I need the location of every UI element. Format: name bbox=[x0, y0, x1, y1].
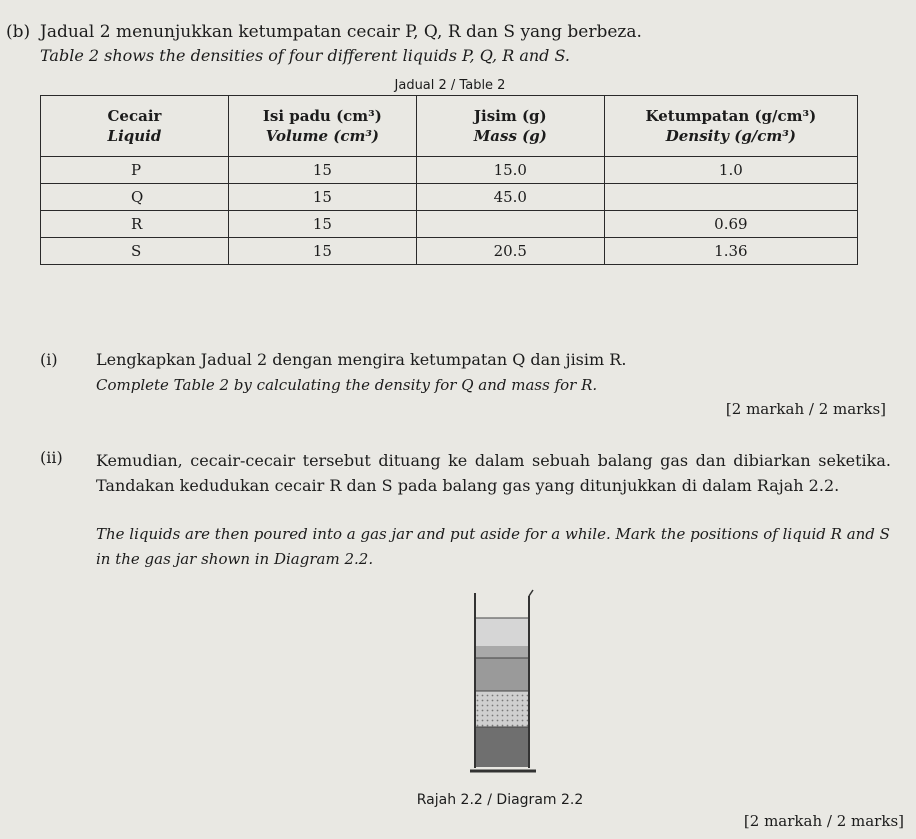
header-liquid bbox=[41, 96, 229, 157]
gas-jar-diagram[interactable] bbox=[470, 588, 560, 778]
question-1-marks: [2 markah / 2 marks] bbox=[725, 400, 886, 418]
question-2-marks: [2 markah / 2 marks] bbox=[743, 812, 904, 830]
header-density-en: Density (g/cm³) bbox=[665, 127, 796, 145]
part-label: (b) bbox=[6, 22, 31, 42]
header-density-ms: Ketumpatan (g/cm³) bbox=[645, 107, 817, 125]
table-row bbox=[41, 238, 858, 265]
diagram-caption: Rajah 2.2 / Diagram 2.2 bbox=[416, 792, 584, 808]
question-1-number: (i) bbox=[40, 350, 58, 369]
cell-mass: 20.5 bbox=[416, 238, 604, 265]
cell-density: 1.36 bbox=[604, 238, 857, 265]
header-mass-en: Mass (g) bbox=[473, 127, 547, 145]
liquid-layer-4 bbox=[476, 691, 528, 727]
header-liquid-ms: Cecair bbox=[107, 107, 162, 125]
liquid-layer-bottom bbox=[476, 727, 528, 767]
header-volume-en: Volume (cm³) bbox=[265, 127, 379, 145]
table-row bbox=[41, 157, 858, 184]
cell-liquid: S bbox=[41, 238, 229, 265]
cell-volume: 15 bbox=[228, 238, 416, 265]
liquid-layer-2 bbox=[476, 646, 528, 658]
question-2-text-english: The liquids are then poured into a gas jar and put aside for a while. Mark the positions of liquid R and S in the gas jar shown in Diagram 2.2. bbox=[96, 525, 890, 568]
table-row bbox=[41, 211, 858, 238]
cell-mass-answer[interactable] bbox=[416, 211, 604, 238]
cell-liquid: P bbox=[41, 157, 229, 184]
cell-density-answer[interactable] bbox=[604, 184, 857, 211]
cell-mass: 45.0 bbox=[416, 184, 604, 211]
table-header-row bbox=[41, 96, 858, 157]
header-volume bbox=[228, 96, 416, 157]
cell-liquid: R bbox=[41, 211, 229, 238]
table-row bbox=[41, 184, 858, 211]
jar-lip bbox=[529, 590, 533, 596]
header-mass bbox=[416, 96, 604, 157]
header-density bbox=[604, 96, 857, 157]
cell-density: 1.0 bbox=[604, 157, 857, 184]
header-volume-ms: Isi padu (cm³) bbox=[262, 107, 382, 125]
density-table bbox=[40, 95, 858, 265]
question-2-number: (ii) bbox=[40, 448, 63, 467]
question-1-text-english: Complete Table 2 by calculating the density for Q and mass for R. bbox=[96, 376, 598, 394]
question-2-text-malay: Kemudian, cecair-cecair tersebut dituang ke dalam sebuah balang gas dan dibiarkan seketika. Tandakan kedudukan cecair R dan S pada balang gas yang ditunjukkan di dalam Rajah 2.2. bbox=[96, 451, 891, 495]
cell-liquid: Q bbox=[41, 184, 229, 211]
liquid-layer-top bbox=[476, 618, 528, 646]
intro-text-malay: Jadual 2 menunjukkan ketumpatan cecair P, Q, R dan S yang berbeza. bbox=[40, 22, 642, 42]
cell-volume: 15 bbox=[228, 184, 416, 211]
cell-density: 0.69 bbox=[604, 211, 857, 238]
table-caption: Jadual 2 / Table 2 bbox=[394, 78, 506, 93]
header-mass-ms: Jisim (g) bbox=[473, 107, 547, 125]
cell-volume: 15 bbox=[228, 211, 416, 238]
intro-text-english: Table 2 shows the densities of four different liquids P, Q, R and S. bbox=[40, 46, 570, 65]
cell-volume: 15 bbox=[228, 157, 416, 184]
question-1-text-malay: Lengkapkan Jadual 2 dengan mengira ketumpatan Q dan jisim R. bbox=[96, 350, 627, 369]
header-liquid-en: Liquid bbox=[107, 127, 162, 145]
liquid-layer-3 bbox=[476, 658, 528, 691]
cell-mass: 15.0 bbox=[416, 157, 604, 184]
